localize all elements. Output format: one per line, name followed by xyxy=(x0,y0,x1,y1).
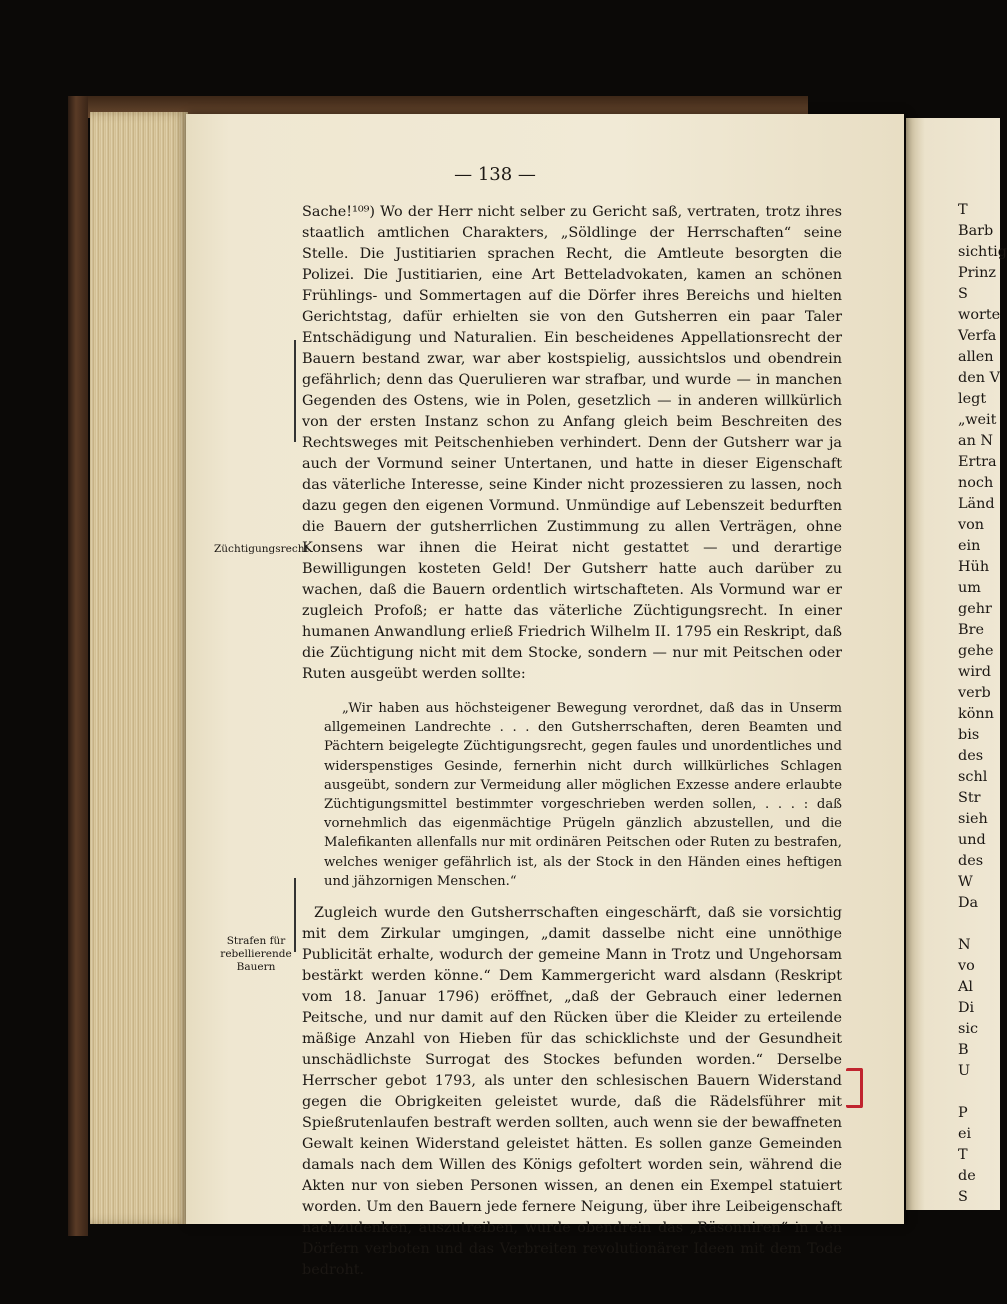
facing-page-line: de xyxy=(958,1168,976,1184)
paragraph-2: Zugleich wurde den Gutsherrschaften eingeschärft, daß sie vorsichtig mit dem Zirkular umgingen, „damit dasselbe nicht eine unnöthige Publicität erhalte, wodurch der gemeine Mann in Trotz und Ungehorsam bestärkt werden könne.“ Dem Kammergericht ward alsdann (Reskript vom 18. Januar 1796) eröffnet, „daß der Gebrauch einer ledernen Peitsche, und nur damit auf den Rücken über die Kleider zu erteilende mäßige Anzahl von Hieben für das schicklichste und der Gesundheit unschädlichste Surrogat des Stockes befunden worden.“ Derselbe Herrscher gebot 1793, als unter den schlesischen Bauern Widerstand gegen die Obrigkeiten geleistet wurde, daß die Rädelsführer mit Spießrutenlaufen bestraft werden sollten, auch wenn sie der bewaffneten Gewalt keinen Widerstand geleistet hätten. Es sollen ganze Gemeinden damals nach dem Willen des Königs gefoltert worden sein, während die Akten nur von sieben Personen wissen, an denen ein Exempel statuiert worden. Um den Bauern jede fernere Neigung, über ihre Leibeigenschaft nachzudenken, auszutreiben, wurde obendrein das „Räsonniren“ in den Dörfern verboten und das Verbreiten revolutionärer Ideen mit dem Tode bedroht. xyxy=(302,905,842,1279)
facing-page-line: von xyxy=(958,517,985,533)
facing-page-line: B xyxy=(958,1042,969,1058)
facing-page-line: worte xyxy=(958,307,1001,323)
facing-page-line: T xyxy=(958,202,968,218)
facing-page-line: und xyxy=(958,832,986,848)
page-edges xyxy=(90,112,188,1224)
facing-page-line: S xyxy=(958,1189,968,1205)
pencil-margin-mark xyxy=(294,340,296,442)
facing-page-line: legt xyxy=(958,391,987,407)
facing-page-line: U xyxy=(958,1063,971,1079)
facing-page-line: T xyxy=(958,1147,968,1163)
facing-page-line: sic xyxy=(958,1021,979,1037)
margin-note-strafen: Strafen für rebellierende Bauern xyxy=(220,935,292,973)
facing-page-line: N xyxy=(958,937,971,953)
facing-page-line: an N xyxy=(958,433,994,449)
facing-page-line: Länd xyxy=(958,496,995,512)
facing-page-line: den V xyxy=(958,370,1000,386)
facing-page-line: sieh xyxy=(958,811,988,827)
facing-page-line: vo xyxy=(958,958,975,974)
facing-page-line: Ertra xyxy=(958,454,997,470)
facing-page-line: sichtig xyxy=(958,244,1007,260)
page-body xyxy=(302,202,842,1281)
facing-page-line: des xyxy=(958,748,984,764)
facing-page-line: gehr xyxy=(958,601,992,617)
facing-page-line: Hüh xyxy=(958,559,990,575)
facing-page-line: bis xyxy=(958,727,980,743)
facing-page-line: S xyxy=(958,286,968,302)
facing-page-line: Verfa xyxy=(958,328,997,344)
facing-page-line: gehe xyxy=(958,643,994,659)
pencil-margin-mark xyxy=(294,878,296,952)
page-number: — 138 — xyxy=(454,164,536,185)
red-bracket-mark xyxy=(846,1068,863,1108)
facing-page-line xyxy=(958,914,1000,935)
facing-page-line: P xyxy=(958,1105,968,1121)
facing-page-line: schl xyxy=(958,769,988,785)
facing-page-line: könn xyxy=(958,706,994,722)
facing-page-line: noch xyxy=(958,475,994,491)
facing-page-line: Str xyxy=(958,790,981,806)
facing-page-line: um xyxy=(958,580,981,596)
facing-page-line: verb xyxy=(958,685,991,701)
facing-page-line: W xyxy=(958,874,973,890)
facing-page-line: ein xyxy=(958,538,981,554)
facing-page-line: Di xyxy=(958,1000,975,1016)
facing-page-line: des xyxy=(958,853,984,869)
facing-page-line: „weit xyxy=(958,412,997,428)
facing-page-line: Bre xyxy=(958,622,984,638)
facing-page-line: ei xyxy=(958,1126,972,1142)
facing-page-line xyxy=(958,1082,1000,1103)
paragraph-1: Sache!¹⁰⁹) Wo der Herr nicht selber zu Gericht saß, vertraten, trotz ihres staatlich amtlichen Charakters, „Söldlinge der Herrschaften“ seine Stelle. Die Justitiarien sprachen Recht, die Amtleute besorgten die Polizei. Die Justitiarien, eine Art Betteladvokaten, kamen an schönen Frühlings- und Sommertagen auf die Dörfer ihres Bereichs und hielten Gerichtstag, dafür erhielten sie von den Gutsherren ein paar Taler Entschädigung und Naturalien. Ein bescheidenes Appellationsrecht der Bauern bestand zwar, war aber kostspielig, aussichtslos und obendrein gefährlich; denn das Querulieren war strafbar, und wurde — in manchen Gegenden des Ostens, wie in Polen, gesetzlich — in anderen willkürlich von der ersten Instanz schon zu Anfang gleich beim Beschreiten des Rechtsweges mit Peitschenhieben verhindert. Denn der Gutsherr war ja auch der Vormund seiner Untertanen, und hatte in dieser Eigenschaft das väterliche Interesse, seine Kinder nicht prozessieren zu lassen, noch dazu gegen den eigenen Vormund. Unmündige auf Lebenszeit bedurften die Bauern der gutsherrlichen Zustimmung zu allen Verträgen, ohne Konsens war ihnen die Heirat nicht gestattet — und derartige Bewilligungen kosteten Geld! Der Gutsherr hatte auch darüber zu wachen, daß die Bauern ordentlich wirtschafteten. Als Vormund war er zugleich Profoß; er hatte das väterliche Züchtigungsrecht. In einer humanen Anwandlung erließ Friedrich Wilhelm II. 1795 ein Reskript, daß die Züchtigung nicht mit dem Stocke, sondern — nur mit Peitschen oder Ruten ausgeübt werden sollte: xyxy=(302,204,842,682)
facing-page-line: allen xyxy=(958,349,994,365)
facing-page-line: Da xyxy=(958,895,979,911)
margin-note-zuechtigungsrecht: Züchtigungsrecht xyxy=(214,543,309,555)
facing-page-line: Al xyxy=(958,979,973,995)
facing-page-line: Prinz xyxy=(958,265,997,281)
facing-page-line: wird xyxy=(958,664,992,680)
facing-page-line: Barb xyxy=(958,223,994,239)
facing-page-text xyxy=(958,200,1007,1208)
book-binding xyxy=(68,96,88,1236)
block-quote: „Wir haben aus höchsteigener Bewegung verordnet, daß das in Unserm allgemeinen Landrechte . . . den Gutsherrschaften, deren Beamten und Pächtern beigelegte Züchtigungsrecht, gegen faules und unordentliches und widerspenstiges Gesinde, fernerhin nicht durch willkürliches Schlagen ausgeübt, sondern zur Vermeidung aller möglichen Exzesse andere erlaubte Züchtigungsmittel bestimmter vorgeschrieben werden sollen, . . . : daß vornehmlich das eigenmächtige Prügeln gänzlich abzustellen, und die Malefikanten allenfalls nur mit ordinären Peitschen oder Ruten zu bestrafen, welches weniger gefährlich ist, als der Stock in den Händen eines heftigen und jähzornigen Menschen.“ xyxy=(324,701,842,889)
